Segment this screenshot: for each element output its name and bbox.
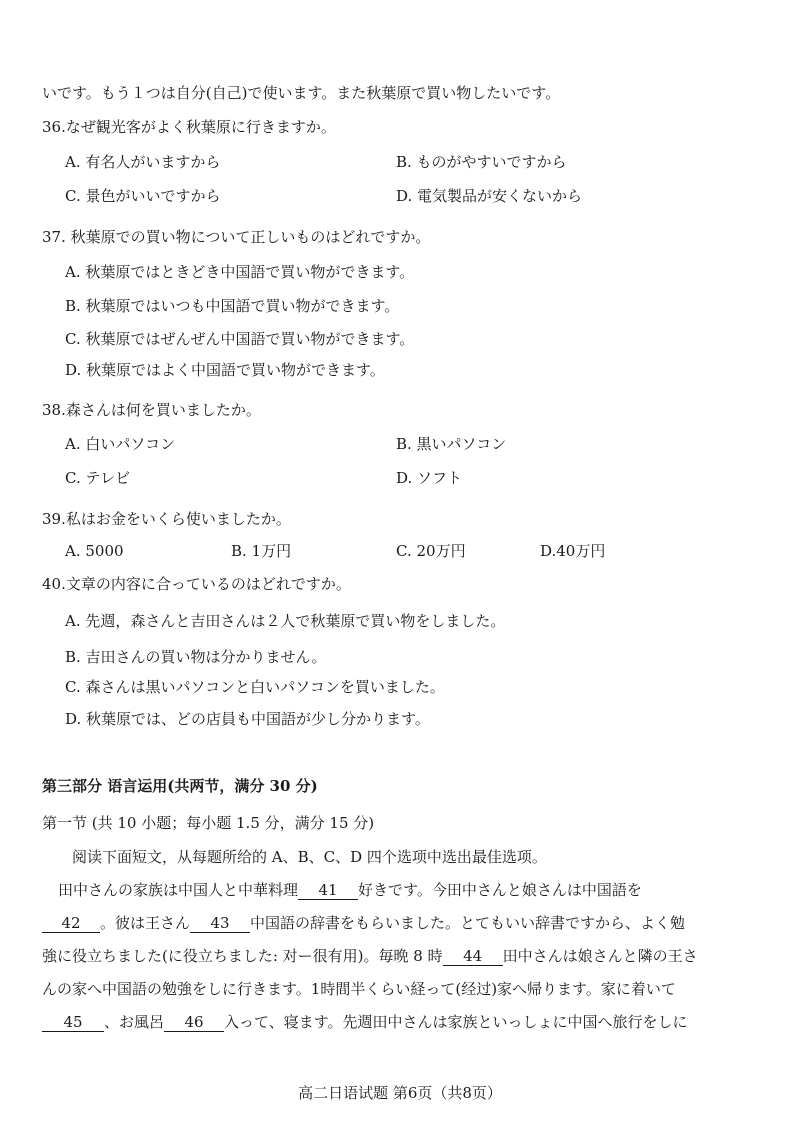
blank-41[interactable]: 41 [298,881,358,900]
question-38: 38.森さんは何を買いましたか。 [42,401,261,419]
passage-text: 田中さんの家族は中国人と中華料理 [58,881,299,899]
passage-line-1 [58,880,642,900]
q38-option-d[interactable]: D. ソフト [396,469,463,487]
q36-option-a[interactable]: A. 有名人がいますから [65,153,221,171]
passage-line-4: んの家へ中国語の勉強をしに行きます。1時間半くらい経って(经过)家へ帰ります。家に着いて [42,980,676,998]
blank-45[interactable]: 45 [42,1013,104,1032]
question-39: 39.私はお金をいくら使いましたか。 [42,510,291,528]
q39-option-b[interactable]: B. 1万円 [231,542,292,560]
question-36: 36.なぜ観光客がよく秋葉原に行きますか。 [42,118,336,136]
question-37: 37. 秋葉原での買い物について正しいものはどれですか。 [42,228,431,246]
section-3-title: 第三部分 语言运用(共两节，满分 30 分) [42,777,318,795]
passage-text: 強に役立ちました(に役立ちました: 对ー很有用)。毎晩 8 時 [42,947,443,965]
q36-option-d[interactable]: D. 電気製品が安くないから [396,187,583,205]
q37-option-a[interactable]: A. 秋葉原ではときどき中国語で買い物ができます。 [65,263,415,281]
q40-option-c[interactable]: C. 森さんは黒いパソコンと白いパソコンを買いました。 [65,678,445,696]
passage-text: 、お風呂 [104,1013,165,1031]
q37-option-b[interactable]: B. 秋葉原ではいつも中国語で買い物ができます。 [65,297,400,315]
blank-43[interactable]: 43 [190,914,250,933]
q36-option-b[interactable]: B. ものがやすいですから [396,153,567,171]
passage-line-2 [42,913,685,933]
q37-option-d[interactable]: D. 秋葉原ではよく中国語で買い物ができます。 [65,361,385,379]
q38-option-b[interactable]: B. 黒いパソコン [396,435,507,453]
q38-option-a[interactable]: A. 白いパソコン [65,435,176,453]
q39-option-c[interactable]: C. 20万円 [396,542,466,560]
blank-44[interactable]: 44 [443,947,503,966]
passage-text: 好きです。今田中さんと娘さんは中国語を [358,881,642,899]
section-3-instruction: 阅读下面短文，从每题所给的 A、B、C、D 四个选项中选出最佳选项。 [72,848,547,866]
q38-option-c[interactable]: C. テレビ [65,469,131,487]
passage-continuation: いです。もう１つは自分(自己)で使います。また秋葉原で買い物したいです。 [42,84,561,102]
question-40: 40.文章の内容に合っているのはどれですか。 [42,575,351,593]
q40-option-a[interactable]: A. 先週，森さんと吉田さんは２人で秋葉原で買い物をしました。 [65,612,506,630]
passage-text: 。彼は王さん [100,914,191,932]
section-3-subsection: 第一节 (共 10 小题；每小题 1.5 分，满分 15 分) [42,814,375,832]
q40-option-d[interactable]: D. 秋葉原では、どの店員も中国語が少し分かります。 [65,710,430,728]
blank-42[interactable]: 42 [42,914,100,933]
q36-option-c[interactable]: C. 景色がいいですから [65,187,221,205]
blank-46[interactable]: 46 [164,1013,224,1032]
page-footer: 高二日语试题 第6页（共8页） [298,1084,502,1102]
passage-text: 入って、寝ます。先週田中さんは家族といっしょに中国へ旅行をしに [224,1013,688,1031]
passage-line-5 [42,1012,688,1032]
passage-line-3 [42,946,698,966]
q39-option-d[interactable]: D.40万円 [540,542,606,560]
q37-option-c[interactable]: C. 秋葉原ではぜんぜん中国語で買い物ができます。 [65,330,415,348]
passage-text: 田中さんは娘さんと隣の王さ [502,947,698,965]
q39-option-a[interactable]: A. 5000 [65,542,124,560]
q40-option-b[interactable]: B. 吉田さんの買い物は分かりません。 [65,648,327,666]
passage-text: 中国語の辞書をもらいました。とてもいい辞書ですから、よく勉 [250,914,686,932]
